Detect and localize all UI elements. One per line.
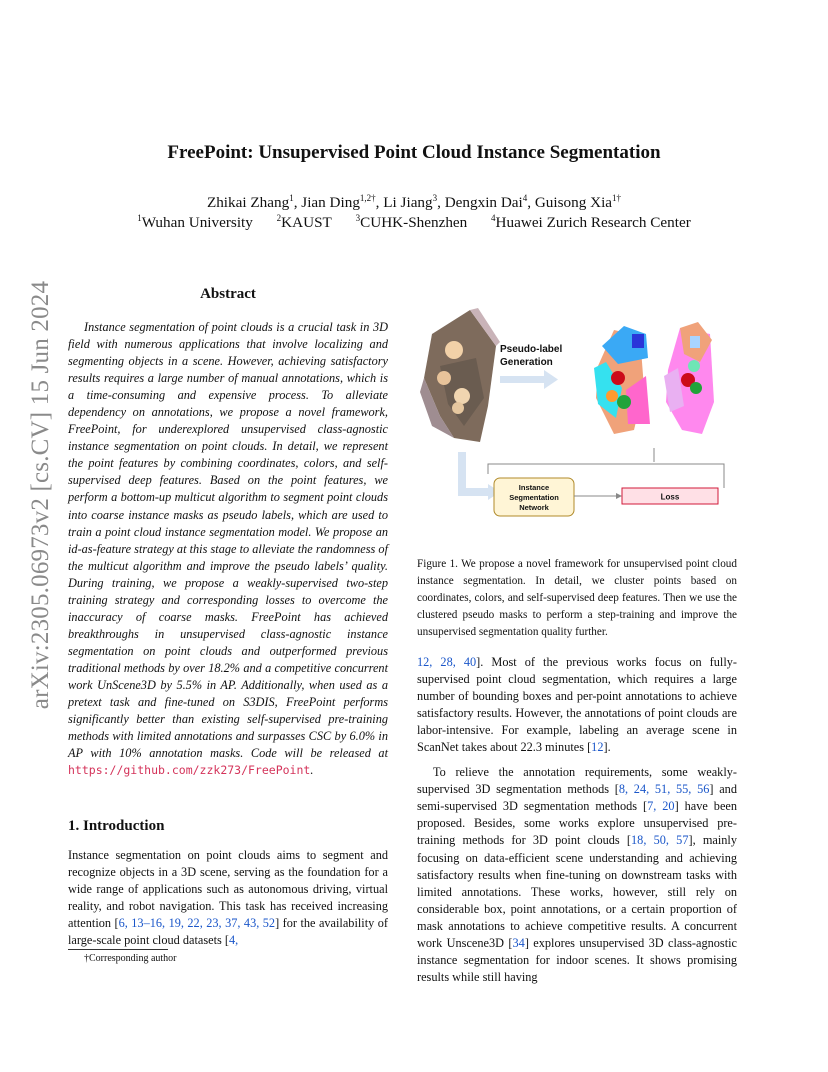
pseudo-label-result-image: [594, 326, 650, 434]
right-column-text: 12, 28, 40]. Most of the previous works focus on fully-supervised point cloud segmentation, which requires a large number of bounding boxes and per-point annotations to achieve satisfactory results. However, the annotations of point clouds are labor-intensive. For example, labeling an average scene in ScanNet takes about 22.3 minutes [12]. To relieve the annotation requirements, some weakly-supervised 3D segmentation methods [8, 24, 51, 55, 56] and semi-supervised 3D segmentation methods [7, 20] have been proposed. Besides, some works explore unsupervised pre-training methods for 3D point clouds [18, 50, 57], mainly focusing on data-efficient scene understanding and achieving satisfactory results when fine-tuning on downstream tasks with limited annotations. These works, however, still rely on considerable box, point annotations, or a certain proportion of mask annotations to achieve competitive results. A concurrent work Unscene3D [34] explores unsupervised 3D class-agnostic instance segmentation for indoor scenes. It shows promising results while still having: [417, 655, 738, 984]
abstract-heading: Abstract: [200, 286, 256, 302]
abstract-text: Instance segmentation of point clouds is a crucial task in 3D field with numerous applications that involve localizing and segmenting objects in a scene. However, achieving satisfactory results requires a large number of manual annotations, which is a time-consuming and expensive process. To alleviate dependency on annotations, we propose a novel framework, FreePoint, for underexplored unsupervised class-agnostic instance segmentation on point clouds. In detail, we represent the point features by combining coordinates, colors, and self-supervised deep features. Based on the point features, we perform a bottom-up multicut algorithm to segment point clouds into coarse instance masks as pseudo labels, which are used to train a point cloud instance segmentation model. We propose an id-as-feature strategy at this stage to alleviate the randomness of the multicut algorithm and improve the pseudo labels’ quality. During training, we propose a weakly-supervised two-step training strategy and corresponding losses to overcome the inaccuracy of coarse masks. FreePoint has achieved breakthroughs in unsupervised class-agnostic instance segmentation on point clouds and outperformed previous traditional methods by over 18.2% and a competitive concurrent work UnScene3D by 5.5% in AP. Additionally, when used as a pretext task and fine-tuned on S3DIS, FreePoint performs significantly better than existing self-supervised pre-training methods with limited annotations and surpasses CSC by 6.0% in AP with 10% annotation masks. Code will be released at: [68, 320, 388, 761]
citation-link[interactable]: 12: [591, 740, 604, 755]
author-name: Jian Ding: [301, 194, 360, 212]
author-name: Guisong Xia: [534, 194, 613, 212]
introduction-paragraph: Instance segmentation on point clouds aims to segment and recognize objects in a 3D scene, serving as the foundation for a wide range of applications such as autonomous driving, virtual reality, and robot navigation. This task has received increasing attention [6, 13–16, 19, 22, 23, 37, 43, 52] for the availability of large-scale point cloud datasets [4,: [68, 848, 388, 948]
pseudo-label-text-1: Pseudo-label: [500, 344, 563, 355]
affiliation-list: [0, 213, 828, 232]
author-list: Zhikai Zhang$^1$, Jian Ding$^{1,2\dagger}$, Li Jiang$^3$, Dengxin Dai$^4$, Guisong Xia$^{1\dagger}$: [206, 193, 622, 212]
code-link[interactable]: https://github.com/zzk273/FreePoint: [68, 763, 311, 778]
author-name: Li Jiang: [383, 194, 433, 212]
footnote-rule: [68, 949, 168, 950]
arrow-head: [616, 493, 622, 499]
author-name: Dengxin Dai: [444, 194, 523, 212]
arrow-body: [500, 376, 544, 383]
affiliation: $^3$CUHK-Shenzhen: [355, 213, 468, 232]
citation-link[interactable]: 12, 28, 40: [417, 655, 477, 669]
figure-1: [418, 306, 740, 528]
affiliation: $^4$Huawei Zurich Research Center: [491, 213, 691, 232]
network-text-1: Instance: [518, 483, 550, 492]
network-text-2: Segmentation: [509, 493, 559, 502]
section-heading-introduction: 1. Introduction: [68, 818, 165, 834]
network-text-3: Network: [519, 503, 549, 512]
arxiv-sidebar: [16, 280, 66, 710]
figure-caption: Figure 1. We propose a novel framework for unsupervised point cloud instance segmentation. In detail, we cluster points based on coordinates, colors, and self-supervised deep features. Then we use the clustered pseudo masks to perform a step-training and improve the unsupervised segmentation quality further.: [417, 558, 737, 638]
abstract-body: Instance segmentation of point clouds is a crucial task in 3D field with numerous applications that involve localizing and segmenting objects in a scene. However, achieving satisfactory results requires a large number of manual annotations, which is a time-consuming and expensive process. To alleviate dependency on annotations, we propose a novel framework, FreePoint, for underexplored unsupervised class-agnostic instance segmentation on point clouds. In detail, we represent the point features by combining coordinates, colors, and self-supervised deep features. Based on the point features, we perform a bottom-up multicut algorithm to segment point clouds into coarse instance masks as pseudo labels, which are used to train a point cloud instance segmentation model. We propose an id-as-feature strategy at this stage to alleviate the randomness of the multicut algorithm and improve the pseudo labels’ quality. During training, we propose a weakly-supervised two-step training strategy and corresponding losses to overcome the inaccuracy of coarse masks. FreePoint has achieved breakthroughs in unsupervised class-agnostic instance segmentation on point clouds and outperformed previous traditional methods by over 18.2% and a competitive concurrent work UnScene3D by 5.5% in AP. Additionally, when used as a pretext task and fine-tuned on S3DIS, FreePoint performs significantly better than existing self-supervised pre-training methods with limited annotations and surpasses CSC by 6.0% in AP with 10% annotation masks. Code will be released at https://github.com/zzk273/FreePoint.: [68, 320, 388, 778]
pseudo-label-result-image: [664, 322, 714, 434]
arxiv-identifier: arXiv:2305.06973v2 [cs.CV] 15 Jun 2024: [27, 280, 54, 710]
pseudo-label-text-2: Generation: [500, 357, 553, 368]
citation-link[interactable]: 4,: [228, 933, 239, 948]
citation-link[interactable]: 8, 24, 51, 55, 56: [618, 782, 710, 797]
arrow-body: [458, 452, 466, 494]
arrow-body: [458, 488, 488, 496]
citation-link[interactable]: 6, 13–16, 19, 22, 23, 37, 43, 52: [118, 916, 276, 931]
input-point-cloud-image: [420, 308, 500, 442]
citation-link[interactable]: 18, 50, 57: [631, 833, 689, 848]
citation-link[interactable]: 34: [512, 935, 525, 950]
citation-link[interactable]: 7, 20: [647, 799, 675, 814]
paper-title: FreePoint: Unsupervised Point Cloud Instance Segmentation: [167, 142, 661, 163]
affiliation: $^1$Wuhan University: [137, 213, 253, 232]
loss-text: Loss: [660, 492, 680, 502]
footnote: †Corresponding author: [84, 953, 177, 964]
author-name: Zhikai Zhang: [206, 194, 290, 212]
arrow-head: [544, 370, 558, 389]
affiliation: $^2$KAUST: [276, 213, 332, 232]
